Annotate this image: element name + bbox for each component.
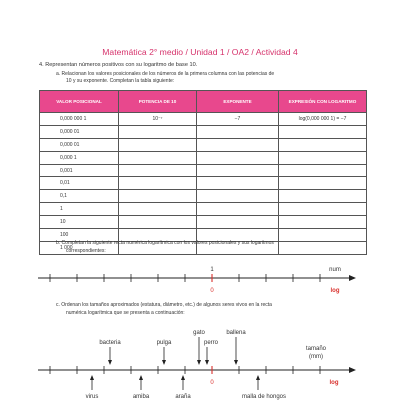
bottom-label-zero: 0: [210, 288, 214, 294]
table-row: [40, 177, 367, 190]
cell-potencia[interactable]: [119, 138, 197, 151]
label-malla-hongos: malla de hongos: [241, 394, 287, 400]
label-gato: gato: [193, 330, 205, 336]
axis-arrow-icon-c: [349, 367, 356, 373]
cell-valor: 0,01: [40, 177, 119, 190]
label-arana: araña: [175, 394, 191, 400]
cell-potencia[interactable]: 10⁻⁷: [119, 113, 197, 126]
cell-potencia[interactable]: [119, 190, 197, 203]
cell-potencia[interactable]: [119, 151, 197, 164]
cell-exponente[interactable]: [197, 177, 279, 190]
cell-valor: 0,000 01: [40, 138, 119, 151]
cell-logaritmo[interactable]: [279, 203, 367, 216]
header-expresion-logaritmo: EXPRESIÓN CON LOGARITMO: [279, 91, 367, 113]
page-title: Matemática 2° medio / Unidad 1 / OA2 / Actividad 4: [102, 47, 298, 57]
label-perro: perro: [203, 340, 219, 346]
cell-valor: 100: [40, 229, 119, 242]
cell-valor: 1 000: [40, 241, 119, 254]
part-c-text: c. Ordenan los tamaños aproximados (estatura, diámetro, etc.) de algunos seres vivos en la recta: [56, 302, 272, 308]
cell-valor: 0,001: [40, 164, 119, 177]
cell-potencia[interactable]: [119, 216, 197, 229]
label-mm: (mm): [309, 354, 323, 360]
cell-logaritmo[interactable]: log(0,000 000 1) = −7: [279, 113, 367, 126]
part-c-text-2: numérica logarítmica que se presenta a continuación:: [66, 310, 185, 316]
cell-exponente[interactable]: [197, 138, 279, 151]
table-header-row: [40, 91, 367, 113]
cell-potencia[interactable]: [119, 125, 197, 138]
label-pulga: pulga: [156, 340, 172, 346]
cell-logaritmo[interactable]: [279, 229, 367, 242]
table-row: [40, 164, 367, 177]
part-a-text: a. Relacionan los valores posicionales de los números de la primera columna con las potencias de: [56, 71, 275, 77]
label-ballena: ballena: [226, 330, 246, 336]
cell-exponente[interactable]: [197, 125, 279, 138]
table-row: [40, 138, 367, 151]
cell-logaritmo[interactable]: [279, 138, 367, 151]
cell-potencia[interactable]: [119, 164, 197, 177]
values-table: [39, 90, 367, 255]
cell-logaritmo[interactable]: [279, 125, 367, 138]
question-4-text: 4. Representan números positivos con su logaritmo de base 10.: [39, 62, 198, 68]
table-row: [40, 113, 367, 126]
table-row: [40, 190, 367, 203]
header-valor-posicional: VALOR POSICIONAL: [40, 91, 119, 113]
cell-logaritmo[interactable]: [279, 241, 367, 254]
cell-valor: 0,000 1: [40, 151, 119, 164]
top-label-one: 1: [210, 267, 214, 273]
number-line-c: [0, 322, 400, 400]
cell-exponente[interactable]: −7: [197, 113, 279, 126]
arrows-below: [90, 375, 260, 390]
label-virus: virus: [85, 394, 99, 400]
cell-potencia[interactable]: [119, 177, 197, 190]
part-b-text: b. Completan la siguiente recta numérica logarítmica con los valores posicionales y sus logaritmos: [56, 240, 274, 246]
label-bacteria: bacteria: [99, 340, 121, 346]
bottom-label-unit: log: [330, 288, 340, 294]
cell-logaritmo[interactable]: [279, 151, 367, 164]
cell-valor: 0,000 000 1: [40, 113, 119, 126]
cell-valor: 1: [40, 203, 119, 216]
header-exponente: EXPONENTE: [197, 91, 279, 113]
cell-logaritmo[interactable]: [279, 164, 367, 177]
part-a-text-2: 10 y su exponente. Completan la tabla siguiente:: [66, 78, 175, 84]
part-b-text-2: correspondientes:: [66, 248, 106, 254]
table-row: [40, 216, 367, 229]
number-line-b: [0, 258, 400, 298]
arrows-above: [108, 337, 238, 365]
table-row: [40, 125, 367, 138]
label-tamano: tamaño: [305, 346, 327, 352]
cell-valor: 10: [40, 216, 119, 229]
cell-logaritmo[interactable]: [279, 190, 367, 203]
cell-valor: 0,1: [40, 190, 119, 203]
cell-exponente[interactable]: [197, 151, 279, 164]
cell-exponente[interactable]: [197, 190, 279, 203]
cell-exponente[interactable]: [197, 216, 279, 229]
cell-logaritmo[interactable]: [279, 177, 367, 190]
cell-exponente[interactable]: [197, 164, 279, 177]
top-label-unit: num: [329, 267, 341, 273]
cell-logaritmo[interactable]: [279, 216, 367, 229]
cell-exponente[interactable]: [197, 203, 279, 216]
cell-potencia[interactable]: [119, 203, 197, 216]
table-row: [40, 151, 367, 164]
label-amiba: amiba: [132, 394, 150, 400]
header-potencia: POTENCIA DE 10: [119, 91, 197, 113]
axis-arrow-icon: [349, 275, 356, 281]
cell-valor: 0,000 01: [40, 125, 119, 138]
label-zero-c: 0: [210, 380, 214, 386]
table-row: [40, 203, 367, 216]
label-log-c: log: [329, 380, 339, 386]
